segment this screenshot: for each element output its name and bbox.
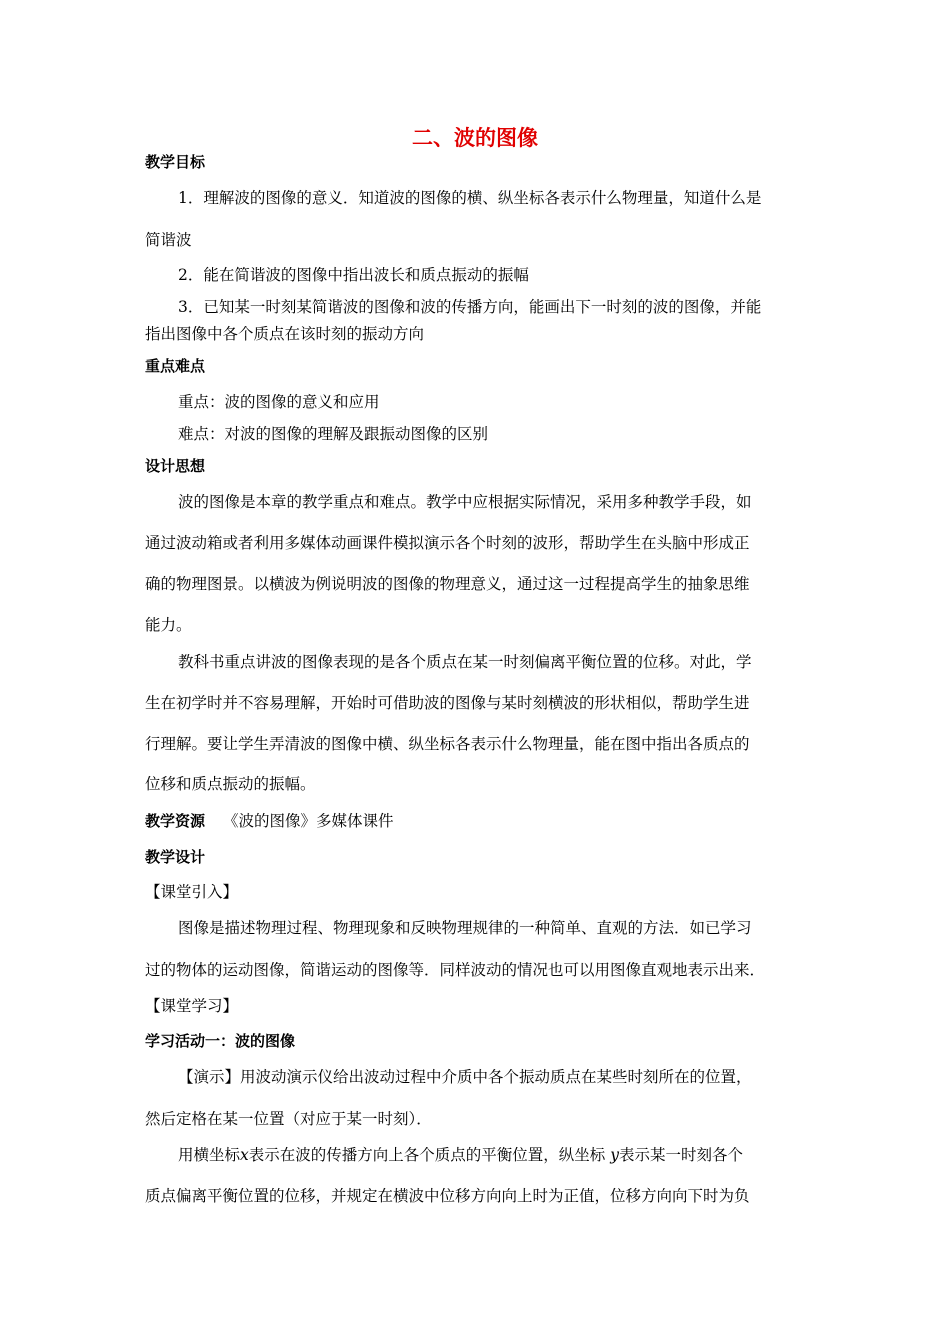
demo-line-1: 【演示】用波动演示仪给出波动过程中介质中各个振动质点在某些时刻所在的位置，: [178, 1068, 752, 1086]
classroom-intro-label: 【课堂引入】: [145, 883, 239, 901]
difficulty-text: 难点：对波的图像的理解及跟振动图像的区别: [178, 425, 489, 443]
heading-teaching-objectives: 教学目标: [145, 153, 206, 171]
design-paragraph-1-line-1: 波的图像是本章的教学重点和难点。教学中应根据实际情况，采用多种教学手段，如: [178, 493, 752, 511]
coordinate-line-1: [178, 1145, 743, 1167]
classroom-study-label: 【课堂学习】: [145, 997, 239, 1015]
variable-y: y: [610, 1146, 619, 1164]
design-paragraph-1-line-2: 通过波动箱或者利用多媒体动画课件模拟演示各个时刻的波形，帮助学生在头脑中形成正: [145, 534, 750, 552]
resource-text: 《波的图像》多媒体课件: [223, 812, 394, 830]
heading-teaching-design: 教学设计: [145, 848, 206, 866]
demo-line-2: 然后定格在某一位置（对应于某一时刻）．: [145, 1110, 432, 1128]
design-paragraph-2-line-2: 生在初学时并不容易理解，开始时可借助波的图像与某时刻横波的形状相似，帮助学生进: [145, 694, 750, 712]
design-paragraph-2-line-4: 位移和质点振动的振幅。: [145, 775, 316, 793]
design-paragraph-2-line-1: 教科书重点讲波的图像表现的是各个质点在某一时刻偏离平衡位置的位移。对此，学: [178, 653, 752, 671]
heading-activity-1: 学习活动一：波的图像: [145, 1032, 296, 1050]
key-point-text: 重点：波的图像的意义和应用: [178, 393, 380, 411]
intro-line-1: 图像是描述物理过程、物理现象和反映物理规律的一种简单、直观的方法．如已学习: [178, 919, 752, 937]
objective-2: 2．能在简谐波的图像中指出波长和质点振动的振幅: [178, 266, 529, 284]
design-paragraph-1-line-3: 确的物理图景。以横波为例说明波的图像的物理意义，通过这一过程提高学生的抽象思维: [145, 575, 750, 593]
objective-3-line-2: 指出图像中各个质点在该时刻的振动方向: [145, 325, 425, 343]
intro-line-2: 过的物体的运动图像，简谐运动的图像等．同样波动的情况也可以用图像直观地表示出来．: [145, 961, 766, 979]
heading-design-idea: 设计思想: [145, 457, 206, 475]
heading-teaching-resources: 教学资源: [145, 812, 206, 830]
coordinate-text-c: 表示某一时刻各个: [618, 1146, 743, 1164]
teaching-resources-row: [145, 811, 394, 833]
document-title: 二、波的图像: [412, 126, 538, 150]
coordinate-line-2: 质点偏离平衡位置的位移，并规定在横波中位移方向向上时为正值，位移方向向下时为负: [145, 1187, 750, 1205]
objective-3-line-1: 3．已知某一时刻某简谐波的图像和波的传播方向，能画出下一时刻的波的图像，并能: [178, 298, 762, 316]
heading-key-difficult-points: 重点难点: [145, 357, 206, 375]
objective-1-line-2: 简谐波: [145, 231, 192, 249]
design-paragraph-2-line-3: 行理解。要让学生弄清波的图像中横、纵坐标各表示什么物理量，能在图中指出各质点的: [145, 735, 750, 753]
coordinate-text-b: 表示在波的传播方向上各个质点的平衡位置，纵坐标: [248, 1146, 606, 1164]
design-paragraph-1-line-4: 能力。: [145, 616, 192, 634]
coordinate-text-a: 用横坐标: [178, 1146, 241, 1164]
variable-x: x: [240, 1146, 249, 1164]
objective-1-line-1: 1．理解波的图像的意义．知道波的图像的横、纵坐标各表示什么物理量，知道什么是: [178, 189, 762, 207]
